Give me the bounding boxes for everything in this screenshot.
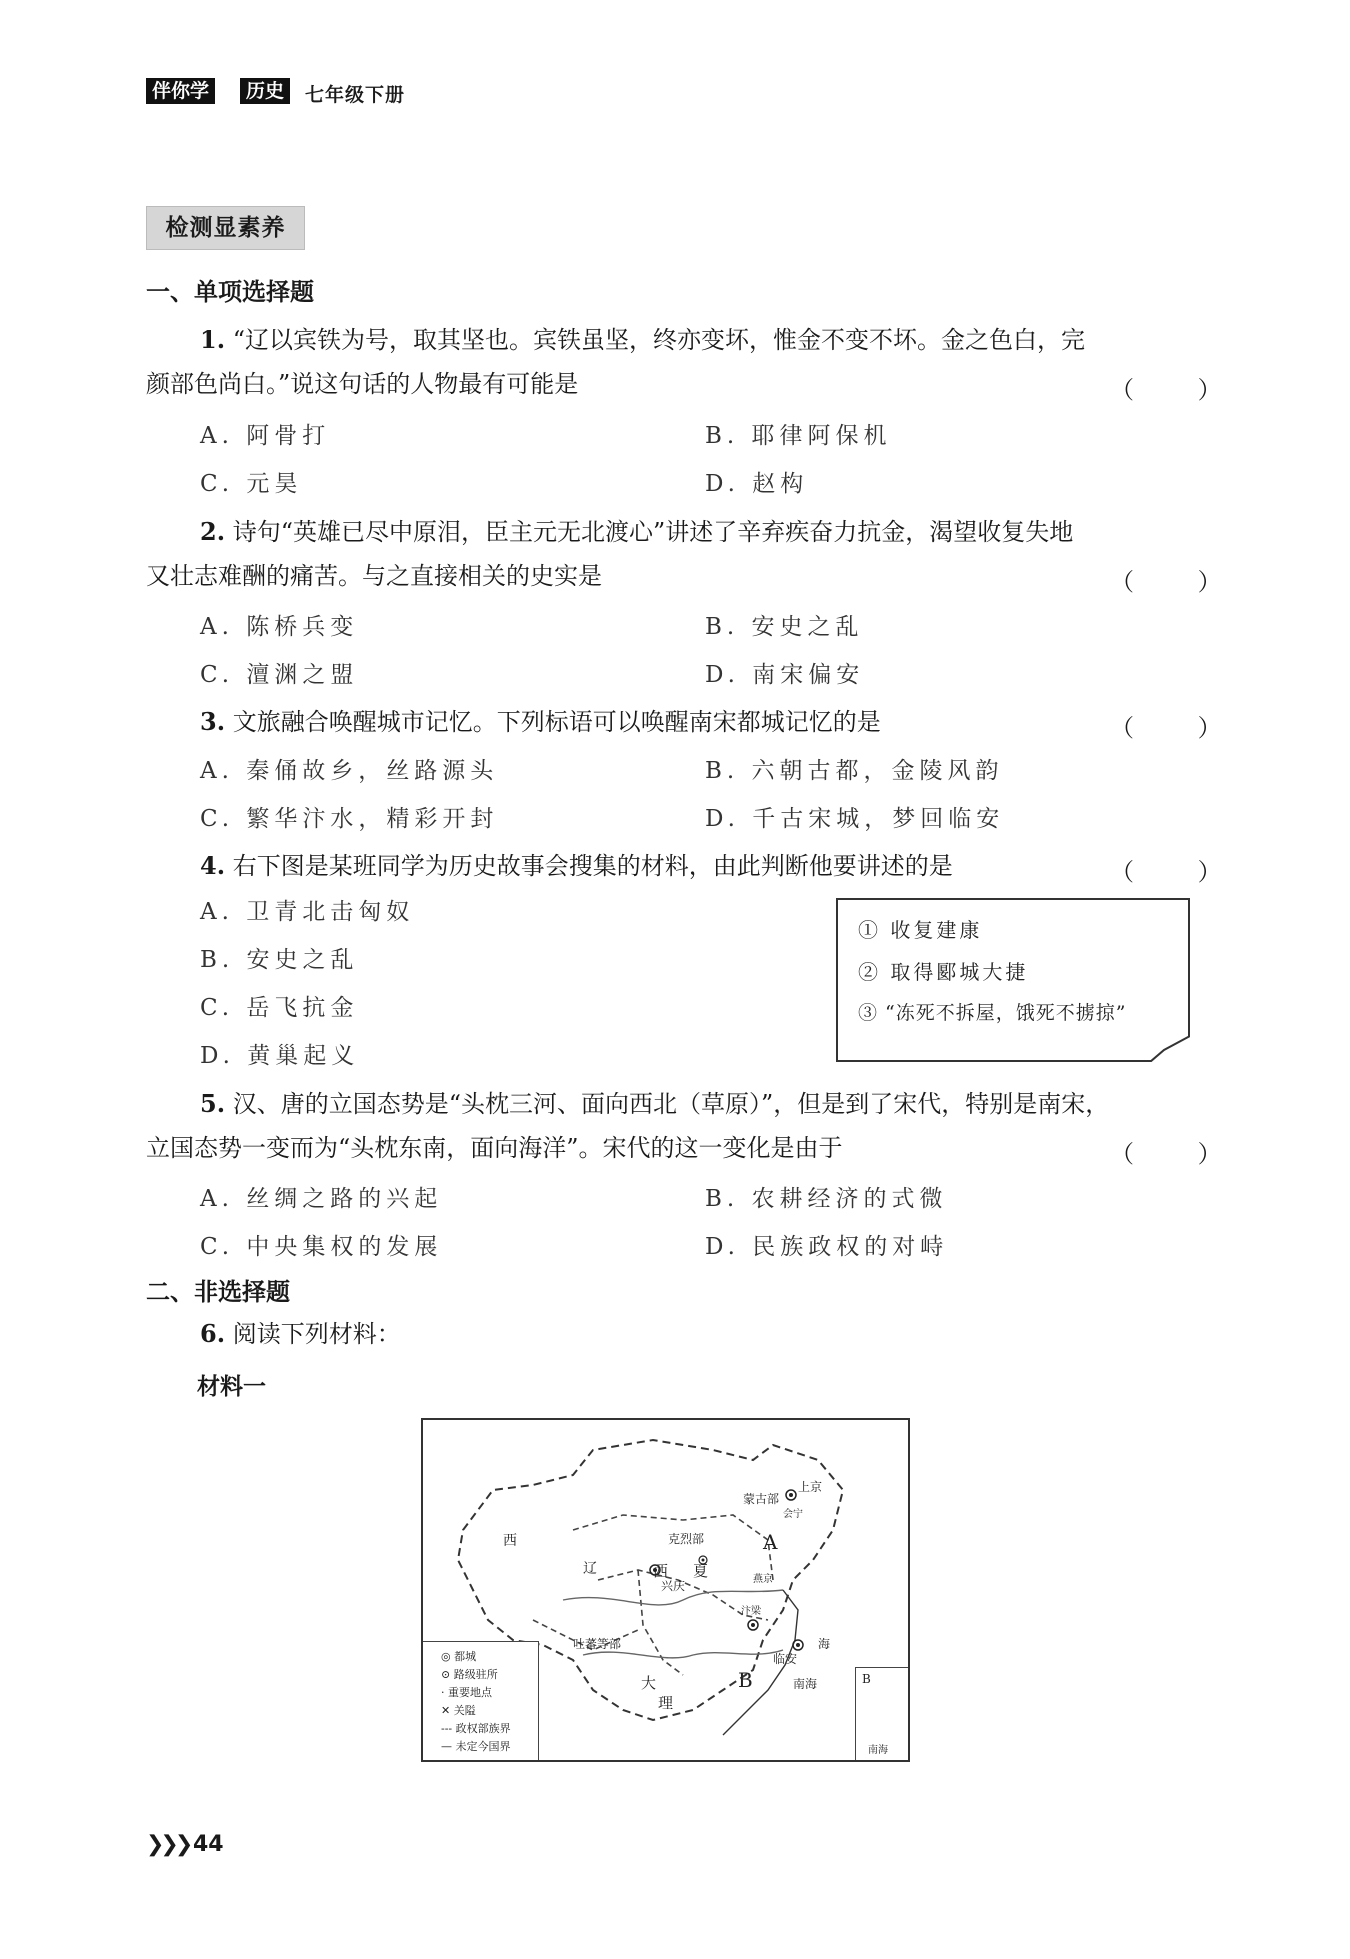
part1-title: 一、单项选择题 [146,278,314,306]
q5-option-b: B. 农耕经济的式微 [705,1186,948,1212]
q1-option-c: C. 元昊 [200,471,303,497]
legend-place-icon: · [441,1686,448,1699]
q5-answer-paren: （ ） [1110,1140,1250,1168]
q4-text1: 右下图是某班同学为历史故事会搜集的材料，由此判断他要讲述的是 [232,852,953,880]
q4-material-note [836,898,1190,1062]
part2-title: 二、非选择题 [146,1278,290,1306]
map-label-nanhai-region: 南海 [793,1677,818,1691]
q6-line [200,1312,1250,1356]
q5-number: 5. [200,1089,226,1118]
q5-line2: 立国态势一变而为“头枕东南，面向海洋”。宋代的这一变化是由于 [146,1134,843,1162]
q3-option-c: C. 繁华汴水，精彩开封 [200,806,499,832]
q1-line1 [200,318,1250,362]
q2-option-c: C. 澶渊之盟 [200,662,359,688]
q3-number: 3. [200,707,226,736]
q1-option-d: D. 赵构 [705,471,809,497]
south-sea-inset [855,1667,908,1760]
inset-label-b: B [862,1672,871,1686]
q2-option-d: D. 南宋偏安 [705,662,865,688]
section-tag: 检测显素养 [146,206,305,250]
map-label-da: 大 [641,1674,657,1692]
q2-option-a: A. 陈桥兵变 [200,614,359,640]
map-label-menggubu: 蒙古部 [743,1492,780,1506]
map-label-xingqing: 兴庆 [661,1579,686,1593]
page-fold-icon [1150,1036,1190,1062]
q6-number: 6. [200,1319,226,1348]
q2-number: 2. [200,517,226,546]
page-number [146,1832,224,1857]
legend-route-seat-icon: ⊙ [441,1668,454,1681]
q4-option-a: A. 卫青北击匈奴 [200,899,415,925]
legend-pass-icon: ✕ [441,1704,454,1717]
map-label-xi: 西 [503,1533,517,1549]
map-label-tubo: 吐蕃等部 [573,1637,622,1651]
q5-text1: 汉、唐的立国态势是“头枕三河、面向西北（草原）”，但是到了宋代，特别是南宋， [232,1090,1110,1118]
q4-option-b: B. 安史之乱 [200,947,359,973]
q2-answer-paren: （ ） [1110,568,1250,596]
map-label-li: 理 [658,1694,674,1712]
q5-line1 [200,1082,1250,1126]
map-legend [423,1641,539,1760]
map-label-huining: 会宁 [783,1509,803,1520]
legend-route-seat: 路级驻所 [453,1668,498,1681]
q4-answer-paren: （ ） [1110,858,1250,886]
q2-option-b: B. 安史之乱 [705,614,864,640]
map-label-xixia-xia: 夏 [693,1562,709,1580]
q4-line1 [200,844,1250,888]
map-label-bianliang: 汴梁 [741,1606,761,1617]
q2-line1 [200,510,1250,554]
q6-text: 阅读下列材料： [232,1320,401,1348]
q1-line2: 颜部色尚白。”说这句话的人物最有可能是 [146,370,579,398]
map-label-sea: 海 [818,1637,831,1651]
legend-undefined: 未定今国界 [455,1740,511,1753]
legend-capital: 都城 [454,1650,477,1663]
page-arrows-icon: ❯❯❯ [146,1832,193,1857]
q3-option-b: B. 六朝古都，金陵风韵 [705,758,1004,784]
q1-option-b: B. 耶律阿保机 [705,423,892,449]
page-number-value: 44 [192,1832,224,1857]
map-label-linan: 临安 [773,1652,798,1666]
material-1-label: 材料一 [197,1374,266,1400]
map-label-keliebu: 克烈部 [668,1532,705,1546]
q5-option-a: A. 丝绸之路的兴起 [200,1186,443,1212]
map-label-liao: 辽 [583,1561,597,1577]
q4-option-d: D. 黄巢起义 [200,1043,360,1069]
legend-pass: 关隘 [453,1704,476,1717]
q3-option-d: D. 千古宋城，梦回临安 [705,806,1005,832]
legend-border: 政权部族界 [455,1722,511,1735]
q4-note-line-2: ② 取得郾城大捷 [858,960,1029,984]
q5-option-d: D. 民族政权的对峙 [705,1234,949,1260]
inset-label-nanhai: 南海 [868,1745,888,1756]
q4-note-line-3: ③ “冻死不拆屋，饿死不掳掠” [858,1002,1127,1024]
header-grade: 七年级下册 [305,84,406,106]
map-label-xixia-xi: 西 [653,1562,669,1580]
q3-answer-paren: （ ） [1110,714,1250,742]
header-subject: 历史 [240,78,290,104]
map-label-a: A [763,1530,778,1554]
legend-border-icon: --- [441,1722,456,1735]
map-label-b: B [738,1668,753,1692]
legend-capital-icon: ◎ [441,1650,455,1663]
q3-text1: 文旅融合唤醒城市记忆。下列标语可以唤醒南宋都城记忆的是 [232,708,881,736]
header-series: 伴你学 [146,78,215,104]
q3-option-a: A. 秦俑故乡，丝路源头 [200,758,499,784]
q4-note-line-1: ① 收复建康 [858,918,983,942]
map-label-yanjing: 燕京 [753,1574,773,1585]
legend-undefined-icon: — [441,1740,456,1753]
q1-answer-paren: （ ） [1110,376,1250,404]
q2-text1: 诗句“英雄已尽中原泪，臣主元无北渡心”讲述了辛弃疾奋力抗金，渴望收复失地 [232,518,1074,546]
q4-option-c: C. 岳飞抗金 [200,995,359,1021]
q4-number: 4. [200,851,226,880]
q1-number: 1. [200,325,226,354]
q1-text1: “辽以宾铁为号，取其坚也。宾铁虽坚，终亦变坏，惟金不变不坏。金之色白，完 [232,326,1085,354]
q3-line1 [200,700,1250,744]
map-label-shangjing: 上京 [798,1480,823,1494]
q1-option-a: A. 阿骨打 [200,423,331,449]
song-liao-xixia-map [421,1418,910,1762]
q2-line2: 又壮志难酬的痛苦。与之直接相关的史实是 [146,562,602,590]
legend-place: 重要地点 [448,1686,492,1699]
q5-option-c: C. 中央集权的发展 [200,1234,443,1260]
